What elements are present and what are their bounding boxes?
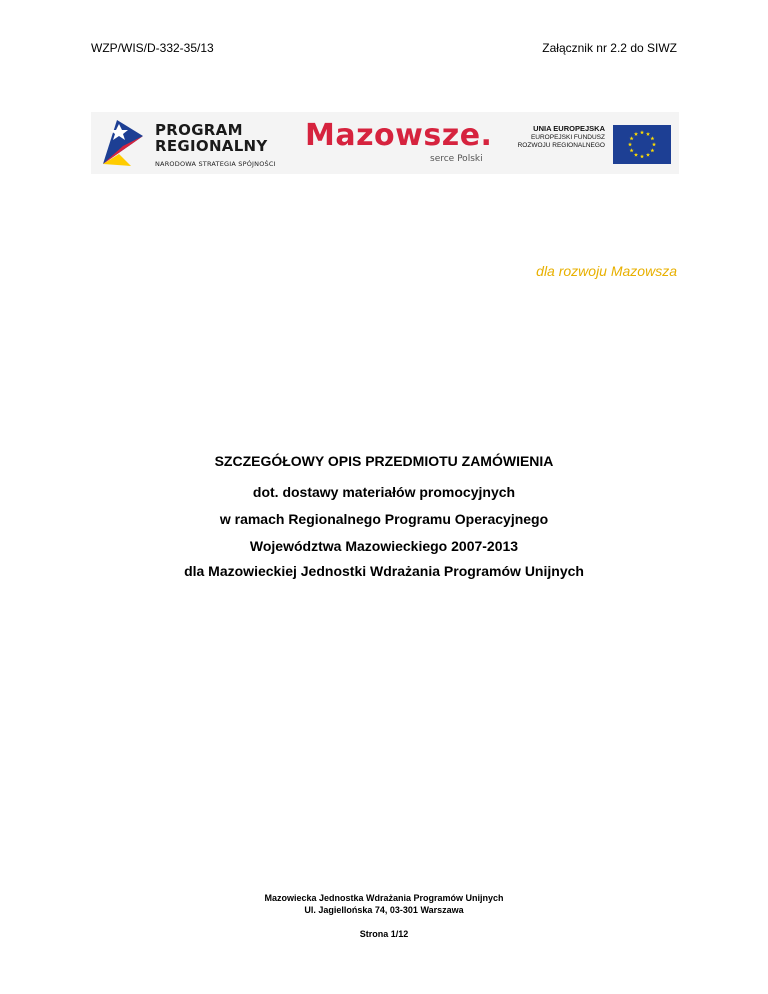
tagline: dla rozwoju Mazowsza xyxy=(536,263,677,279)
document-reference: WZP/WIS/D-332-35/13 xyxy=(91,41,214,55)
eu-fund-line2: ROZWOJU REGIONALNEGO xyxy=(517,142,605,149)
subtitle-line-4: dla Mazowieckiej Jednostki Wdrażania Programów Unijnych xyxy=(184,563,584,579)
eu-fund-line1: EUROPEJSKI FUNDUSZ xyxy=(530,134,605,141)
footer-organization: Mazowiecka Jednostka Wdrażania Programów Unijnych xyxy=(264,893,504,903)
eu-text xyxy=(518,123,605,150)
eu-title: UNIA EUROPEJSKA xyxy=(533,124,605,133)
subtitle-line-2: w ramach Regionalnego Programu Operacyjnego xyxy=(219,511,549,527)
program-regionalny-logo xyxy=(97,116,277,170)
eu-flag-icon xyxy=(613,125,671,164)
footer-address: Ul. Jagiellońska 74, 03-301 Warszawa xyxy=(304,905,464,915)
regionalny-label: REGIONALNY xyxy=(155,137,268,155)
logo-strip xyxy=(91,112,679,174)
mazowsze-tagline: serce Polski xyxy=(430,154,483,164)
strategy-label: NARODOWA STRATEGIA SPÓJNOŚCI xyxy=(155,160,276,168)
eu-logo xyxy=(511,122,671,166)
subtitle-line-3: Województwa Mazowieckiego 2007-2013 xyxy=(249,538,519,554)
program-label: PROGRAM xyxy=(155,121,243,139)
page-number: Strona 1/12 xyxy=(359,929,409,939)
program-regionalny-text xyxy=(155,122,276,172)
subtitle-line-1: dot. dostawy materiałów promocyjnych xyxy=(252,484,516,500)
attachment-label: Załącznik nr 2.2 do SIWZ xyxy=(542,41,677,55)
mazowsze-wordmark: Mazowsze. xyxy=(305,118,493,153)
document-title: SZCZEGÓŁOWY OPIS PRZEDMIOTU ZAMÓWIENIA xyxy=(214,453,554,469)
program-regionalny-icon xyxy=(97,116,149,170)
mazowsze-logo xyxy=(301,116,501,170)
